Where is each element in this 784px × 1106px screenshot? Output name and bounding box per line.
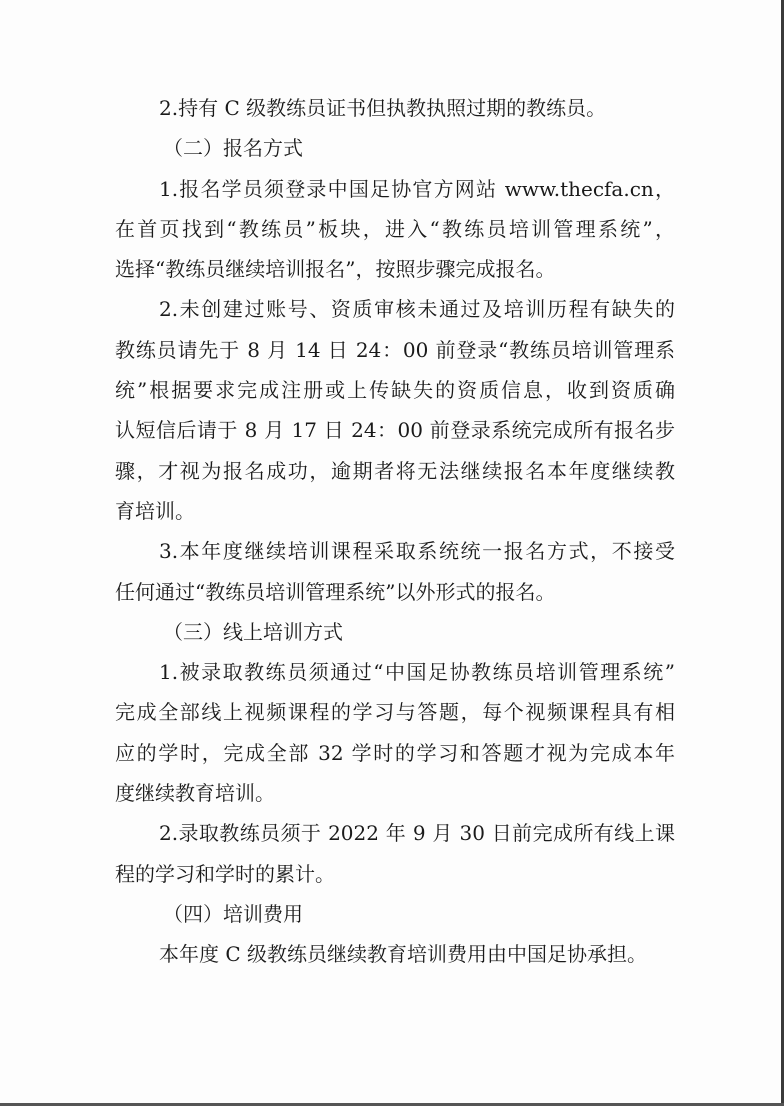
paragraph-line: 2.录取教练员须于 2022 年 9 月 30 日前完成所有线上课: [159, 821, 675, 846]
section-heading-registration: （二）报名方式: [163, 136, 303, 161]
paragraph-line: 本年度 C 级教练员继续教育培训费用由中国足协承担。: [159, 942, 648, 967]
paragraph-line: 任何通过“教练员培训管理系统”以外形式的报名。: [115, 579, 556, 604]
document-body: [115, 88, 675, 975]
paragraph-line: 程的学习和学时的累计。: [115, 861, 335, 886]
paragraph-line: 2.未创建过账号、资质审核未通过及培训历程有缺失的: [159, 297, 675, 322]
paragraph-line: 选择“教练员继续培训报名”，按照步骤完成报名。: [115, 257, 556, 282]
paragraph-line: 育培训。: [115, 498, 195, 523]
paragraph-line: 3.本年度继续培训课程采取系统统一报名方式，不接受: [159, 539, 675, 564]
paragraph-line: 教练员请先于 8 月 14 日 24：00 前登录“教练员培训管理系: [115, 337, 675, 362]
paragraph-line: 1.报名学员须登录中国足协官方网站 www.thecfa.cn，: [159, 176, 675, 201]
paragraph-line: 应的学时，完成全部 32 学时的学习和答题才视为完成本年: [115, 740, 675, 765]
paragraph-line: 统”根据要求完成注册或上传缺失的资质信息，收到资质确: [115, 378, 675, 403]
paragraph-line: 完成全部线上视频课程的学习与答题，每个视频课程具有相: [115, 700, 675, 725]
section-heading-training-fees: （四）培训费用: [163, 901, 303, 926]
section-heading-online-training: （三）线上培训方式: [163, 619, 343, 644]
paragraph-line: 骤，才视为报名成功，逾期者将无法继续报名本年度继续教: [115, 458, 675, 483]
paragraph-line: 在首页找到“教练员”板块，进入“教练员培训管理系统”，: [115, 216, 675, 241]
paragraph-line: 1.被录取教练员须通过“中国足协教练员培训管理系统”: [159, 660, 675, 685]
paragraph-line: 度继续教育培训。: [115, 781, 275, 806]
paragraph-line: 认短信后请于 8 月 17 日 24：00 前登录系统完成所有报名步: [115, 418, 675, 443]
list-item-2-holder-expired: 2.持有 C 级教练员证书但执教执照过期的教练员。: [159, 96, 607, 120]
